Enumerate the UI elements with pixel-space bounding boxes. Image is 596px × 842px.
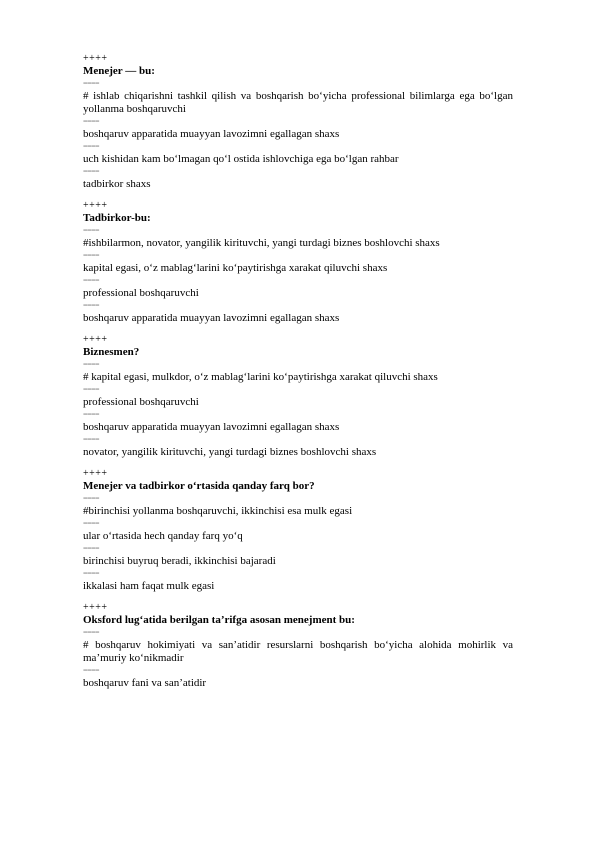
- option-separator: ====: [83, 410, 100, 419]
- answer-option: boshqaruv apparatida muayyan lavozimni egallagan shaxs: [83, 128, 340, 140]
- question-marker: ++++: [83, 334, 108, 345]
- option-separator: ====: [83, 167, 100, 176]
- option-separator: ====: [83, 142, 100, 151]
- question-block: [83, 468, 513, 593]
- question-list: [83, 53, 513, 690]
- question-marker: ++++: [83, 602, 108, 613]
- answer-option: professional boshqaruvchi: [83, 287, 199, 299]
- answer-option: professional boshqaruvchi: [83, 396, 199, 408]
- option-separator: ====: [83, 519, 100, 528]
- question-text: Oksford lug‘atida berilgan ta’rifga asosan menejment bu:: [83, 614, 355, 626]
- answer-option: # ishlab chiqarishni tashkil qilish va boshqarish bo‘yicha professional bilimlarga ega bo‘lgan yollanma boshqaruvchi: [83, 90, 513, 115]
- document-page: [83, 53, 513, 699]
- option-separator: ====: [83, 544, 100, 553]
- question-text: Menejer va tadbirkor o‘rtasida qanday farq bor?: [83, 480, 315, 492]
- option-separator: ====: [83, 360, 100, 369]
- question-text: Biznesmen?: [83, 346, 140, 358]
- option-separator: ====: [83, 276, 100, 285]
- option-separator: ====: [83, 226, 100, 235]
- question-marker: ++++: [83, 468, 108, 479]
- option-separator: ====: [83, 385, 100, 394]
- answer-option: #birinchisi yollanma boshqaruvchi, ikkinchisi esa mulk egasi: [83, 505, 353, 517]
- question-marker: ++++: [83, 200, 108, 211]
- option-separator: ====: [83, 628, 100, 637]
- answer-option: boshqaruv apparatida muayyan lavozimni egallagan shaxs: [83, 312, 340, 324]
- answer-option: ular o‘rtasida hech qanday farq yo‘q: [83, 530, 243, 542]
- question-text: Tadbirkor-bu:: [83, 212, 151, 224]
- question-block: [83, 200, 513, 325]
- answer-option: ikkalasi ham faqat mulk egasi: [83, 580, 215, 592]
- answer-option: boshqaruv fani va san’atidir: [83, 677, 207, 689]
- question-block: [83, 334, 513, 459]
- question-text: Menejer — bu:: [83, 65, 155, 77]
- answer-option: birinchisi buyruq beradi, ikkinchisi bajaradi: [83, 555, 276, 567]
- question-block: [83, 53, 513, 191]
- option-separator: ====: [83, 666, 100, 675]
- answer-option: # boshqaruv hokimiyati va san’atidir resurslarni boshqarish bo‘yicha alohida mohirlik va ma’muriy ko‘nikmadir: [83, 639, 513, 664]
- answer-option: uch kishidan kam bo‘lmagan qo‘l ostida ishlovchiga ega bo‘lgan rahbar: [83, 153, 399, 165]
- answer-option: #ishbilarmon, novator, yangilik kirituvchi, yangi turdagi biznes boshlovchi shaxs: [83, 237, 440, 249]
- answer-option: kapital egasi, o‘z mablag‘larini ko‘paytirishga xarakat qiluvchi shaxs: [83, 262, 388, 274]
- question-marker: ++++: [83, 53, 108, 64]
- option-separator: ====: [83, 117, 100, 126]
- answer-option: novator, yangilik kirituvchi, yangi turdagi biznes boshlovchi shaxs: [83, 446, 377, 458]
- answer-option: boshqaruv apparatida muayyan lavozimni egallagan shaxs: [83, 421, 340, 433]
- answer-option: # kapital egasi, mulkdor, o‘z mablag‘larini ko‘paytirishga xarakat qiluvchi shaxs: [83, 371, 438, 383]
- option-separator: ====: [83, 301, 100, 310]
- option-separator: ====: [83, 494, 100, 503]
- option-separator: ====: [83, 251, 100, 260]
- option-separator: ====: [83, 435, 100, 444]
- option-separator: ====: [83, 79, 100, 88]
- answer-option: tadbirkor shaxs: [83, 178, 151, 190]
- question-block: [83, 602, 513, 690]
- option-separator: ====: [83, 569, 100, 578]
